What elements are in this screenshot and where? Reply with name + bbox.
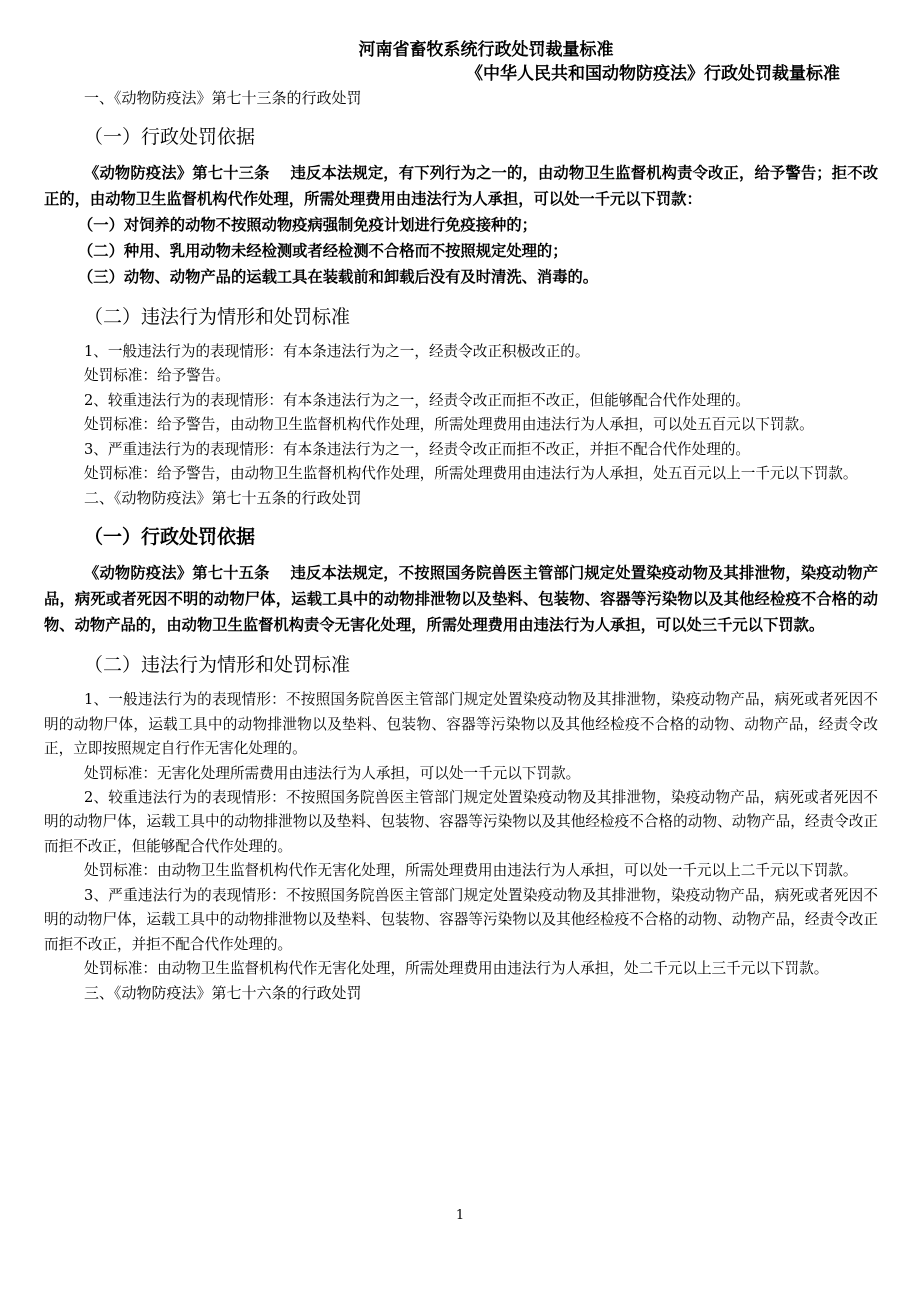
section-heading: 三、《动物防疫法》第七十六条的行政处罚 [84, 984, 362, 1003]
basis-item: （二）种用、乳用动物未经检测或者经检测不合格而不按照规定处理的； [78, 242, 568, 260]
document-title: 河南省畜牧系统行政处罚裁量标准 [358, 40, 614, 60]
standard-paragraph: 1、一般违法行为的表现情形：不按照国务院兽医主管部门规定处置染疫动物及其排泄物，染疫动物产品，病死或者死因不明的动物尸体，运载工具中的动物排泄物以及垫料、包装物、容器等污染物以及其他经检疫不合格的动物、动物产品，经责令改正，立即按照规定自行作无害化处理的。 [44, 691, 878, 758]
standard-title: （二）违法行为情形和处罚标准 [84, 654, 351, 677]
section-heading: 二、《动物防疫法》第七十五条的行政处罚 [84, 489, 362, 508]
standard-paragraph: 1、一般违法行为的表现情形：有本条违法行为之一，经责令改正积极改正的。 [84, 343, 590, 360]
standard-paragraph: 处罚标准：由动物卫生监督机构代作无害化处理，所需处理费用由违法行为人承担，处二千元以上三千元以下罚款。 [84, 959, 829, 977]
standard-paragraph: 处罚标准：给予警告。 [84, 367, 230, 385]
standard-paragraph: 3、严重违法行为的表现情形：有本条违法行为之一，经责令改正而拒不改正，并拒不配合代作处理的。 [84, 440, 751, 458]
basis-title: （一）行政处罚依据 [84, 526, 256, 549]
standard-paragraph: 3、严重违法行为的表现情形：不按照国务院兽医主管部门规定处置染疫动物及其排泄物，染疫动物产品，病死或者死因不明的动物尸体，运载工具中的动物排泄物以及垫料、包装物、容器等污染物以及其他经检疫不合格的动物、动物产品，经责令改正而拒不改正，并拒不配合代作处理的。 [44, 886, 878, 953]
standard-paragraph: 处罚标准：给予警告，由动物卫生监督机构代作处理，所需处理费用由违法行为人承担，可以处五百元以下罚款。 [84, 416, 814, 434]
basis-item: （一）对饲养的动物不按照动物疫病强制免疫计划进行免疫接种的； [78, 216, 537, 234]
standard-paragraph: 处罚标准：无害化处理所需费用由违法行为人承担，可以处一千元以下罚款。 [84, 764, 581, 782]
standard-paragraph: 处罚标准：由动物卫生监督机构代作无害化处理，所需处理费用由违法行为人承担，可以处一千元以上二千元以下罚款。 [84, 862, 858, 880]
page-number: 1 [455, 1208, 465, 1223]
basis-text: 《动物防疫法》第七十三条 违反本法规定，有下列行为之一的，由动物卫生监督机构责令改正，给予警告；拒不改正的，由动物卫生监督机构代作处理，所需处理费用由违法行为人承担，可以处一千元以下罚款： [44, 164, 878, 208]
section-heading: 一、《动物防疫法》第七十三条的行政处罚 [84, 89, 362, 107]
document-page [44, 38, 878, 1005]
basis-title: （一）行政处罚依据 [84, 126, 256, 148]
standard-paragraph: 2、较重违法行为的表现情形：不按照国务院兽医主管部门规定处置染疫动物及其排泄物，染疫动物产品，病死或者死因不明的动物尸体，运载工具中的动物排泄物以及垫料、包装物、容器等污染物以及其他经检疫不合格的动物、动物产品，经责令改正而拒不改正，但能够配合代作处理的。 [44, 789, 878, 855]
basis-item: （三）动物、动物产品的运载工具在装载前和卸载后没有及时清洗、消毒的。 [78, 268, 599, 286]
document-subtitle: 《中华人民共和国动物防疫法》行政处罚裁量标准 [466, 64, 840, 84]
standard-title: （二）违法行为情形和处罚标准 [84, 306, 351, 328]
basis-text: 《动物防疫法》第七十五条 违反本法规定，不按照国务院兽医主管部门规定处置染疫动物及其排泄物，染疫动物产品，病死或者死因不明的动物尸体，运载工具中的动物排泄物以及垫料、包装物、容器等污染物以及其他经检疫不合格的动物、动物产品的，由动物卫生监督机构责令无害化处理，所需处理费用由违法行为人承担，可以处三千元以下罚款。 [44, 564, 878, 635]
standard-paragraph: 处罚标准：给予警告，由动物卫生监督机构代作处理，所需处理费用由违法行为人承担，处五百元以上一千元以下罚款。 [84, 465, 858, 483]
standard-paragraph: 2、较重违法行为的表现情形：有本条违法行为之一，经责令改正而拒不改正，但能够配合代作处理的。 [84, 391, 751, 409]
